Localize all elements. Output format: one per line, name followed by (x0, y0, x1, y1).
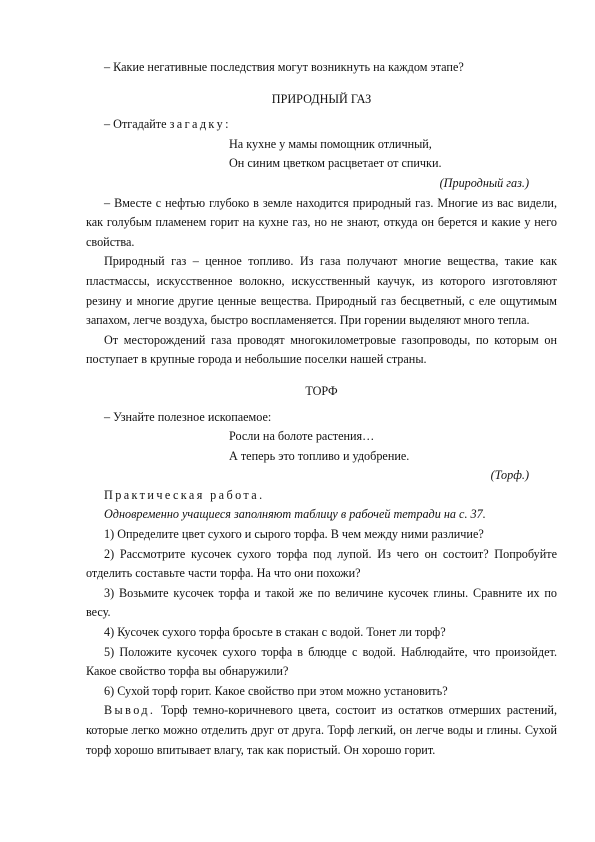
gas-paragraph-2: Природный газ – ценное топливо. Из газа получают многие вещества, такие как пластмассы, искусственное волокно, искусственный каучук, из которого изготовляют резину и многие другие ценные вещества. Природный газ бесцветный, с еле ощутимым запахом, легче воздуха, быстро воспламеняется. При горении выделяют много тепла. (86, 254, 557, 328)
peat-heading: ТОРФ (305, 383, 338, 398)
gas-riddle-prompt (86, 115, 557, 135)
peat-riddle-line-1: Росли на болоте растения… (229, 429, 375, 444)
gas-riddle-prompt-dash: – Отгадайте (104, 117, 170, 132)
gas-riddle-prompt-end: : (225, 117, 229, 132)
task-item-6: 6) Сухой торф горит. Какое свойство при этом можно установить? (104, 683, 448, 698)
peat-riddle-line-2: А теперь это топливо и удобрение. (229, 448, 410, 463)
gas-riddle-line-2: Он синим цветком расцветает от спички. (229, 156, 442, 171)
gas-heading: ПРИРОДНЫЙ ГАЗ (271, 91, 372, 106)
gas-riddle-line-1: На кухне у мамы помощник отличный, (229, 136, 432, 151)
practical-note: Одновременно учащиеся заполняют таблицу в рабочей тетради на с. 37. (104, 507, 486, 522)
task-item-3: 3) Возьмите кусочек торфа и такой же по величине кусочек глины. Сравните их по весу. (86, 585, 557, 620)
gas-riddle-prompt-word: загадку (169, 117, 226, 132)
task-item-4: 4) Кусочек сухого торфа бросьте в стакан с водой. Тонет ли торф? (104, 625, 446, 640)
gas-paragraph-3: От месторождений газа проводят многокилометровые газопроводы, по которым он поступает в крупные города и небольшие поселки нашей страны. (86, 332, 557, 367)
conclusion-text: Торф темно-коричневого цвета, состоит из остатков отмерших растений, которые легко можно отделить друг от друга. Торф легкий, он легче воды и глины. Сухой торф хорошо впитывает влагу, так как пористый. Он хорошо горит. (86, 703, 557, 757)
task-item-2: 2) Рассмотрите кусочек сухого торфа под лупой. Из чего он состоит? Попробуйте отделить составьте части торфа. На что они похожи? (86, 546, 557, 581)
gas-riddle-answer: (Природный газ.) (439, 175, 529, 190)
conclusion-paragraph (86, 701, 557, 760)
task-item-5: 5) Положите кусочек сухого торфа в блюдце с водой. Наблюдайте, что произойдет. Какое свойство торфа вы обнаружили? (86, 644, 557, 679)
peat-riddle-prompt: – Узнайте полезное ископаемое: (104, 409, 272, 424)
task-item-1: 1) Определите цвет сухого и сырого торфа. В чем между ними различие? (104, 527, 484, 542)
conclusion-label: Вывод. (104, 703, 156, 718)
intro-question: – Какие негативные последствия могут возникнуть на каждом этапе? (104, 60, 464, 74)
gas-paragraph-1: – Вместе с нефтью глубоко в земле находится природный газ. Многие из вас видели, как голубым пламенем горит на кухне газ, но не знают, откуда он берется и какие у него свойства. (86, 195, 557, 249)
peat-riddle-answer: (Торф.) (490, 468, 529, 483)
practical-title: Практическая работа. (104, 487, 265, 502)
